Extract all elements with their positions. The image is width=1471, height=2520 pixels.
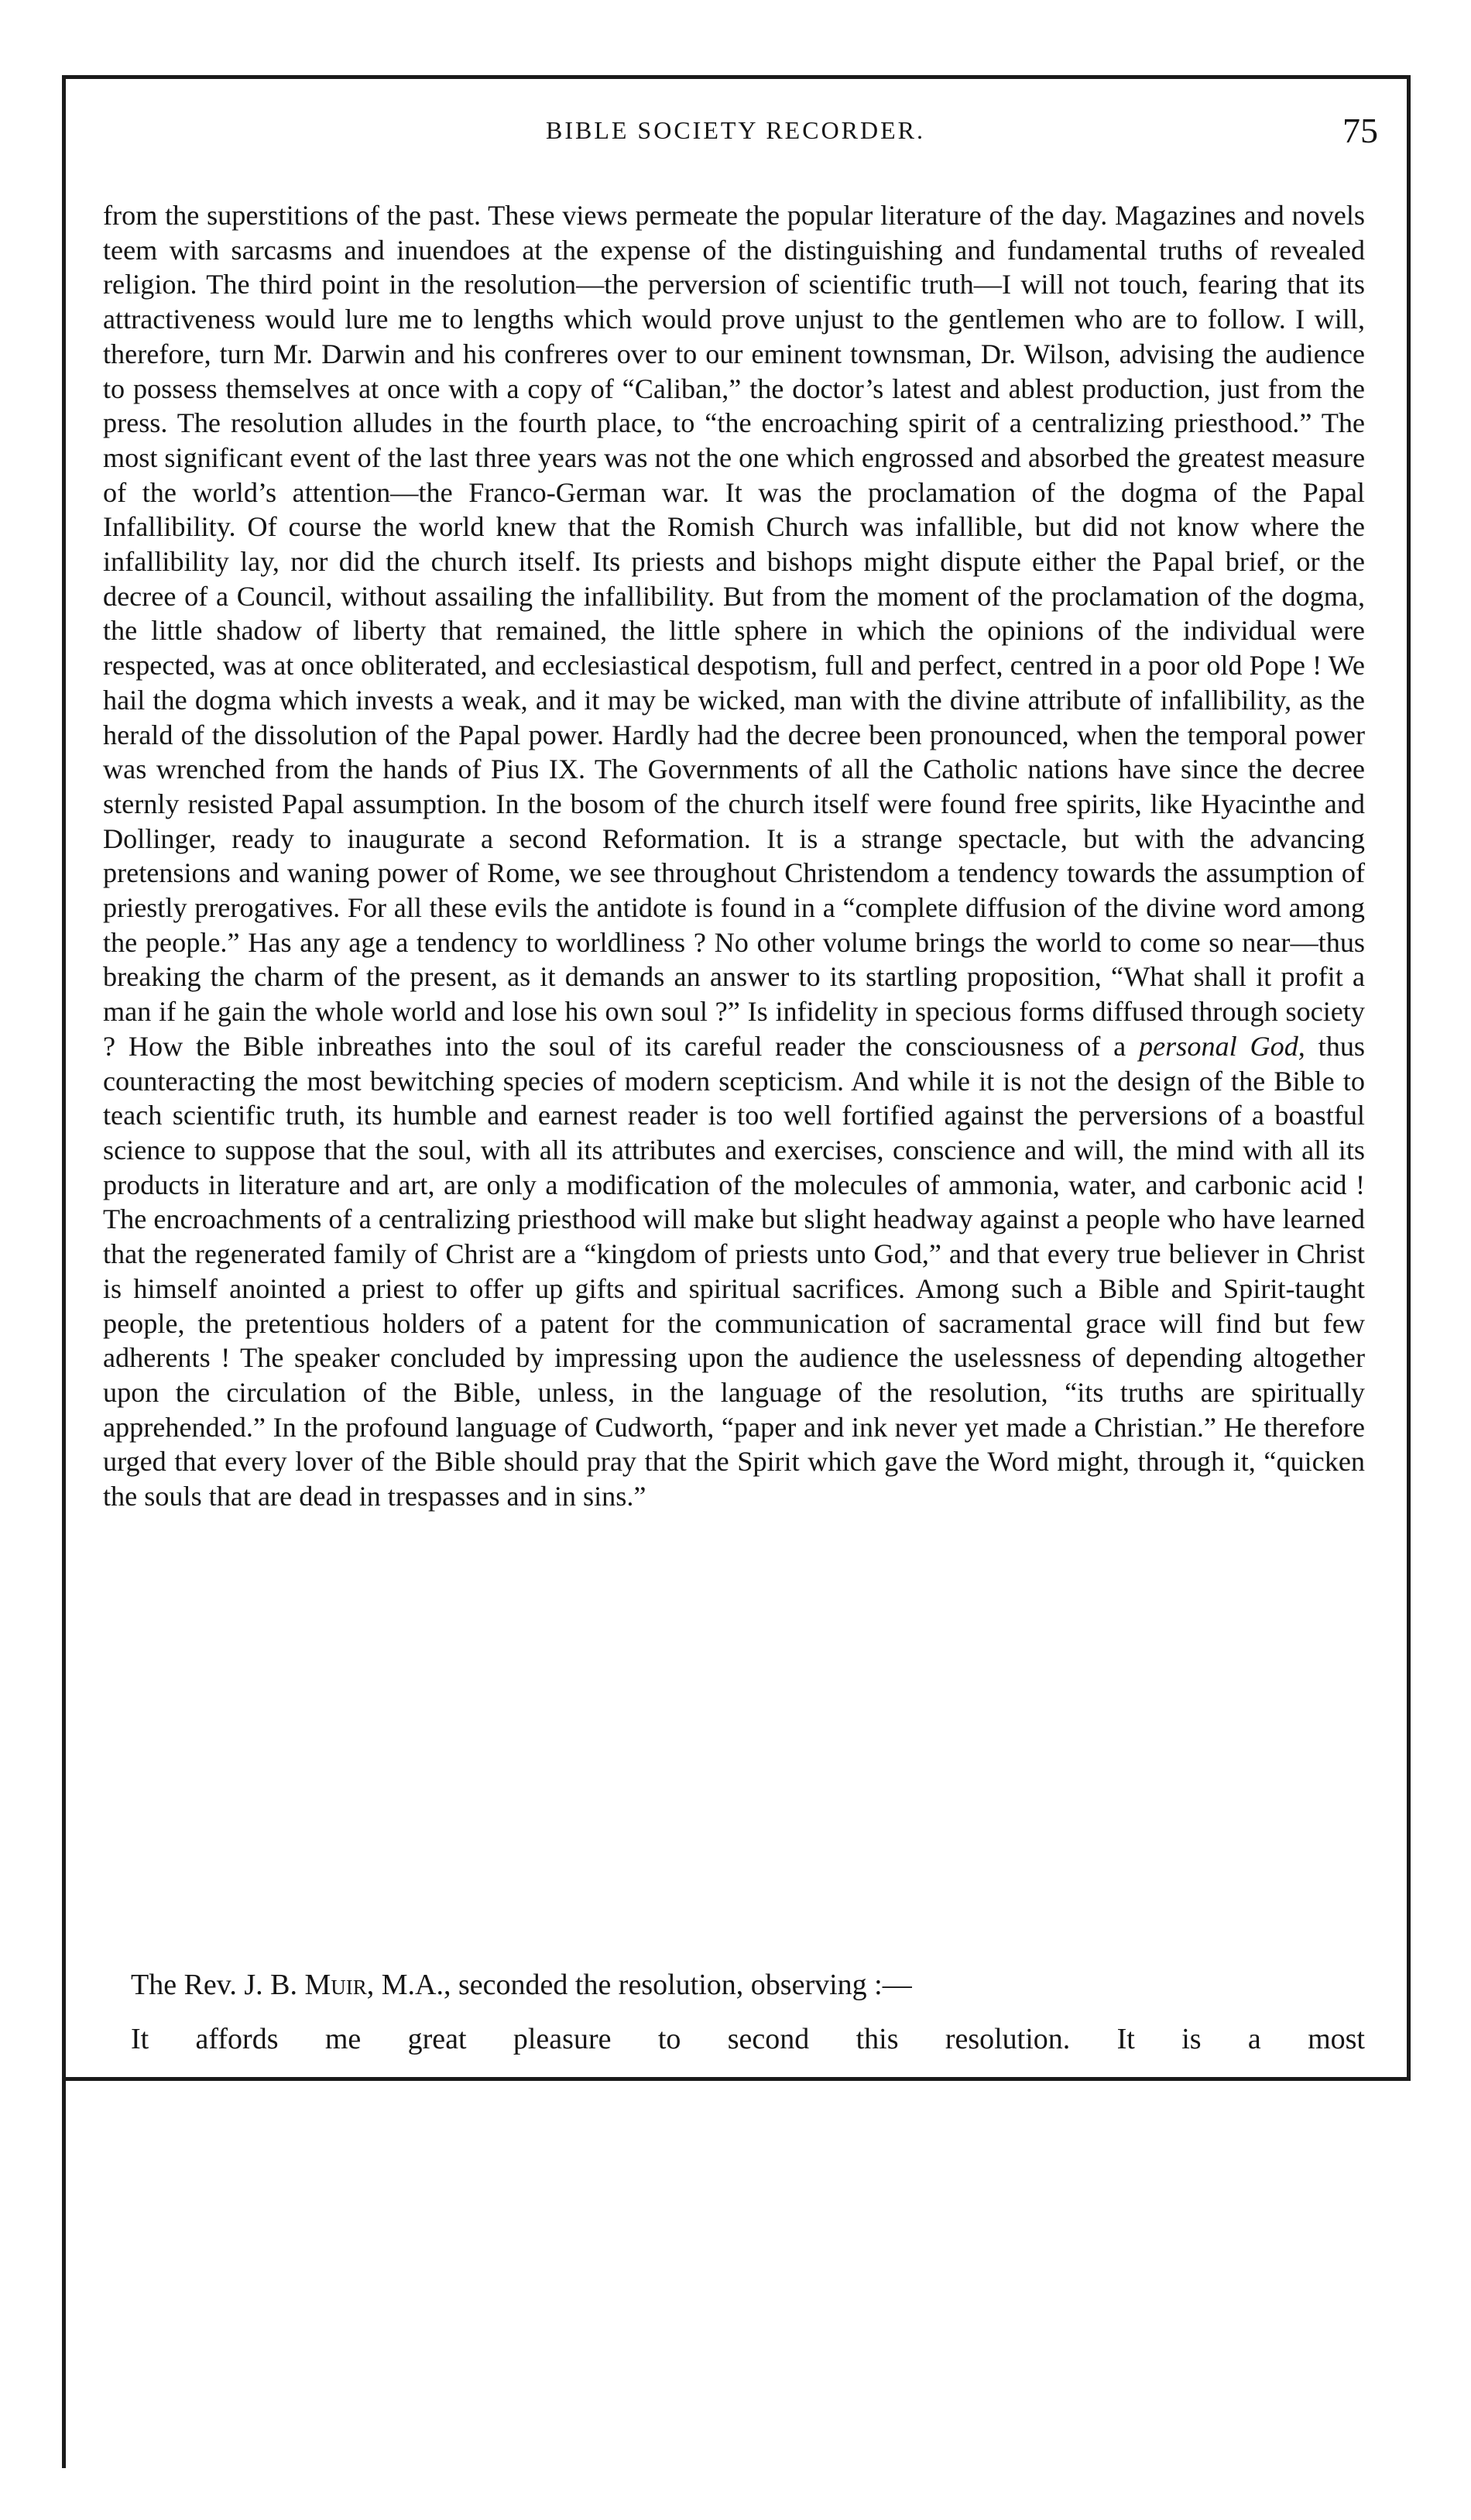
top-rule bbox=[62, 75, 1411, 79]
left-border bbox=[62, 75, 66, 2468]
paragraph-part-b: thus counteracting the most bewitching species of modern scepticism. And while it is not the design of the Bible to teach scientific truth, its humble and earnest reader is too well fortified against the perversions of a boastful science to suppose that the soul, with all its attributes and exercises, conscience and will, the mind with all its products in literature and art, are only a modification of the molecules of ammonia, water, and carbonic acid ! The encroachments of a centralizing priesthood will make but slight headway against a people who have learned that the regenerated family of Christ are a “kingdom of priests unto God,” and that every true believer in Christ is himself anointed a priest to offer up gifts and spiritual sacrifices. Among such a Bible and Spirit-taught people, the pretentious holders of a patent for the communication of sacramental grace will find but few adherents ! The speaker concluded by impressing upon the audience the uselessness of depending altogether upon the circulation of the Bible, unless, in the language of the resolution, “its truths are spiritually apprehended.” In the profound language of Cudworth, “paper and ink never yet made a Christian.” He therefore urged that every lover of the Bible should pray that the Spirit which gave the Word might, through it, “quicken the souls that are dead in trespasses and in sins.” bbox=[103, 1030, 1365, 1512]
seconding-prefix: The Rev. J. B. bbox=[131, 1969, 297, 2001]
seconding-suffix: , M.A., seconded the resolution, observing :— bbox=[366, 1969, 912, 2001]
right-border bbox=[1407, 75, 1411, 2081]
speech-start-line: It affords me great pleasure to second this resolution. It is a most bbox=[131, 2023, 1365, 2055]
bottom-rule bbox=[62, 2077, 1411, 2081]
secondary-paragraphs bbox=[103, 1958, 1365, 2066]
paragraph-part-a: from the superstitions of the past. These views permeate the popular literature of the day. Magazines and novels teem with sarcasms and inuendoes at the expense of the distinguishing and fundamental truths of revealed religion. The third point in the resolution—the perversion of scientific truth—I will not touch, fearing that its attractiveness would lure me to lengths which would prove unjust to the gentlemen who are to follow. I will, therefore, turn Mr. Darwin and his confreres over to our eminent townsman, Dr. Wilson, advising the audience to possess themselves at once with a copy of “Caliban,” the doctor’s latest and ablest production, just from the press. The resolution alludes in the fourth place, to “the encroaching spirit of a centralizing priesthood.” The most significant event of the last three years was not the one which engrossed and absorbed the greatest measure of the world’s attention—the Franco-German war. It was the proclamation of the dogma of the Papal Infallibility. Of course the world knew that the Romish Church was infallible, but did not know where the infallibility lay, nor did the church itself. Its priests and bishops might dispute either the Papal brief, or the decree of a Council, without assailing the infallibility. But from the moment of the proclamation of the dogma, the little shadow of liberty that remained, the little sphere in which the opinions of the individual were respected, was at once obliterated, and ecclesiastical despotism, full and perfect, centred in a poor old Pope ! We hail the dogma which invests a weak, and it may be wicked, man with the divine attribute of infallibility, as the herald of the dissolution of the Papal power. Hardly had the decree been pronounced, when the temporal power was wrenched from the hands of Pius IX. The Governments of all the Catholic nations have since the decree sternly resisted Papal assumption. In the bosom of the church itself were found free spirits, like Hyacinthe and Dollinger, ready to inaugurate a second Reformation. It is a strange spectacle, but with the advancing pretensions and waning power of Rome, we see throughout Christendom a tendency towards the assumption of priestly prerogatives. For all these evils the antidote is found in a “complete diffusion of the divine word among the people.” Has any age a tendency to worldliness ? No other volume brings the world to come so near—thus breaking the charm of the present, as it demands an answer to its startling proposition, “What shall it profit a man if he gain the whole world and lose his own soul ?” Is infidelity in specious forms diffused through society ? How the Bible inbreathes into the soul of its careful reader the consciousness of a bbox=[103, 200, 1365, 1062]
seconding-line bbox=[103, 1958, 1365, 2012]
main-paragraph bbox=[103, 198, 1365, 1514]
speaker-name: Muir bbox=[304, 1969, 367, 2001]
page-number: 75 bbox=[1342, 111, 1378, 150]
paragraph-text bbox=[103, 198, 1365, 1514]
italic-phrase: personal God, bbox=[1139, 1030, 1305, 1062]
running-title: BIBLE SOCIETY RECORDER. bbox=[545, 116, 926, 144]
page-header bbox=[77, 111, 1394, 163]
